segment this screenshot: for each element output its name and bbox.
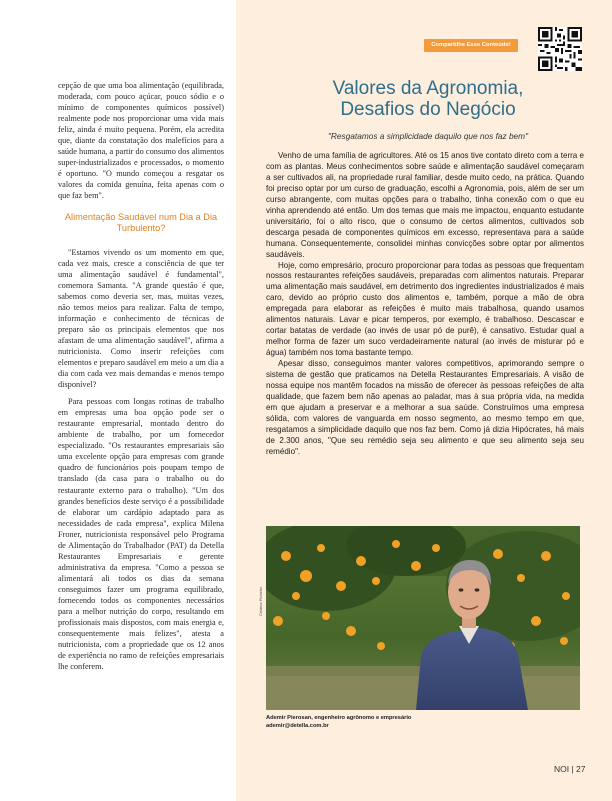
caption-name: Ademir Pierosan, engenheiro agrônomo e empresário (266, 715, 412, 721)
article-title (258, 78, 598, 120)
share-badge[interactable]: Compartilhe Esse Conteúdo! (424, 39, 518, 52)
left-paragraph-1: cepção de que uma boa alimentação (equilibrada, moderada, com pouco açúcar, pouco sódio e o mínimo de componentes químicos possível) realmente pode nos proporcionar uma vida mais feliz, ainda é muito pequena. Porém, ela acredita que, diante da constatação dos malefícios para a saúde humana, a partir do consumo dos alimentos super-industrializados e processados, o momento é oportuno. "O mundo começou a resgatar os valores da comida genuína, feita apenas com o que faz bem". (58, 81, 224, 201)
left-paragraph-2: "Estamos vivendo os um momento em que, cada vez mais, cresce a consciência de que ter uma alimentação saudável é fundamental", comemora Samanta. "A grande questão é que, sabemos como deveria ser, mas, muitas vezes, não temos meios para realizar. Falta de tempo, informação e conhecimento de técnicas de preparo são os principais elementos que nos afastam de uma alimentação saudável", afirma a nutricionista. Como inserir refeições com elementos e preparo saudável em meio a um dia a dia com cada vez mais demandas e menos tempo disponível? (58, 247, 224, 390)
article-panel (236, 0, 612, 801)
body-paragraph-3: Apesar disso, conseguimos manter valores competitivos, aprimorando sempre o sistema de gestão que praticamos na Detella Restaurantes Empresariais. A visão de nossa equipe nos mantêm focados na missão de oferecer às pessoas refeições de alta qualidade, que fazem bem não apenas ao paladar, mas à sua própria vida, na medida em que ajudam a preservar e a melhorar a sua saúde. Construímos uma empresa sólida, com valores de vanguarda em nosso segmento, ao mesmo tempo em que, resgatamos a simplicidade daquilo que nos faz bem. Como já dizia Hipócrates, há mais de 2.300 anos, "Que seu remédio seja seu alimento e que seu alimento seja seu remédio". (266, 359, 584, 456)
body-paragraph-2: Hoje, como empresário, procuro proporcionar para todas as pessoas que frequentam nossos restaurantes refeições saudáveis, preparadas com alimentos naturais. Preparar uma alimentação mais saudável, em detrimento dos ingredientes industrializados é mais caro, devido ao próprio custo dos alimentos e, também, porque a mão de obra empregada para elaborar as refeições é muito mais trabalhosa, quando usamos alimentos naturais. Lavar e picar temperos, por exemplo, é trabalhoso. Descascar e cortar batatas de verdade (ao invés de usar pó de purê), é cansativo. Estudar qual a melhor forma de fazer um suco verdadeiramente natural (ao invés de misturar pó e água) também nos toma bastante tempo. (266, 260, 584, 358)
photo-caption (266, 714, 566, 730)
left-paragraph-3: Para pessoas com longas rotinas de trabalho em empresas uma boa opção pode ser o restaurante empresarial, montado dentro do ambiente de trabalho, por um fornecedor especializado. "Os restaurantes empresariais são uma excelente opção para empresas com grande quadro de funcionários pois poupam tempo de translado (da casa para o trabalho ou do restaurante externo para o trabalho). "Um dos grandes benefícios deste serviço é a possibilidade de elaborar um cardápio adaptado para as necessidades de cada empresa", explica Milena Froner, nutricionista responsável pelo Programa de Alimentação do Trabalhador (PAT) da Detella Restaurantes Empresariais e gerente administrativa da empresa. "Como a pessoa se alimentará ali todos os dias da semana conseguimos fazer um programa equilibrado, fornecendo todos os componentes necessários para a melhor nutrição do corpo, resultando em profissionais mais dispostos, com mais energia e, consequentemente mais felizes", atesta a nutricionista, com a propriedade que os 12 anos de experiência no ramo de refeições empresariais lhe conferem. (58, 397, 224, 672)
page-number: NOI | 27 (554, 764, 586, 774)
article-body (266, 151, 584, 458)
photo-credit: Cristina Pinheiro (258, 586, 263, 616)
left-column (58, 80, 224, 678)
left-subhead: Alimentação Saudável num Dia a Dia Turbulento? (64, 211, 218, 233)
body-paragraph-1: Venho de uma família de agricultores. Até os 15 anos tive contato direto com a terra e com as plantas. Meus conhecimentos sobre saúde e alimentação saudável começaram a ser cultivados ali, na propriedade rural familiar, desde muito cedo, na prática. Quando foi preciso optar por um curso de graduação, escolhi a Agronomia, pois, além de ser um curso abrangente, com muitas opções para o trabalho, tinha conexão com o que eu vinha aprendendo até então. Um dos temas que mais me impactou, enquanto estudante universitário, foi o alto risco, que o consumo de certos alimentos, cultivados sob descarga pesada de componentes químicos em excesso, representava para a saúde humana. Consequentemente, consolidei minhas convicções sobre optar por alimentos saudáveis. (266, 151, 584, 259)
portrait-photo (266, 526, 580, 710)
qr-code-icon[interactable] (538, 27, 582, 71)
caption-email[interactable]: ademir@detella.com.br (266, 723, 329, 729)
title-line-1: Valores da Agronomia, (332, 78, 524, 99)
title-line-2: Desafios do Negócio (340, 99, 516, 120)
article-quote: "Resgatamos a simplicidade daquilo que nos faz bem" (327, 131, 529, 141)
